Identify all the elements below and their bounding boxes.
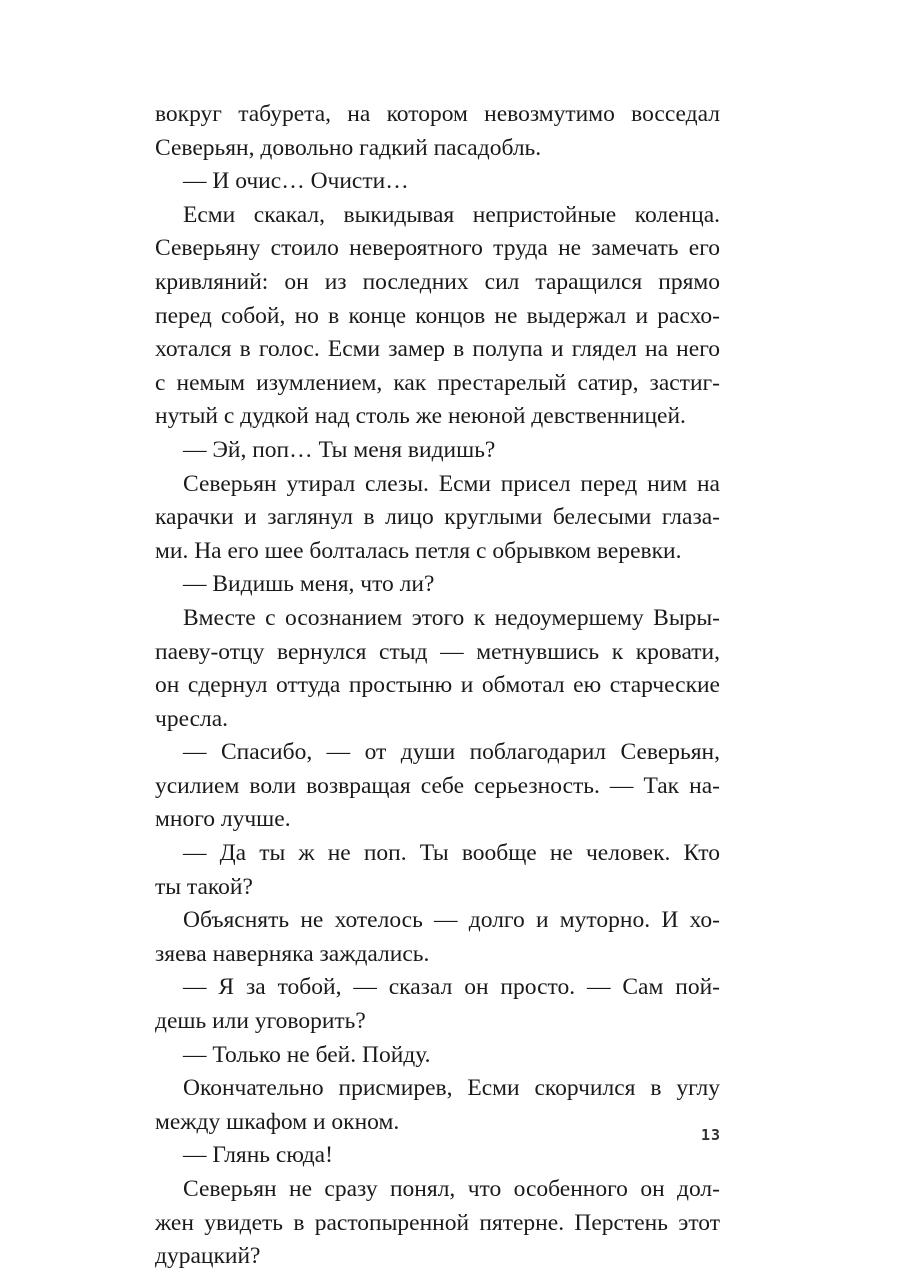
text-line: зяева наверняка заждались. [155, 940, 430, 967]
text-line: — Только не бей. Пойду. [183, 1041, 431, 1068]
text-line: — Видишь меня, что ли? [183, 571, 435, 598]
text-line: хотался в голос. Есми замер в полупа и глядел на него [155, 336, 720, 363]
text-line: перед собой, но в конце концов не выдержал и расхо- [155, 302, 720, 329]
text-line: паеву-отцу вернулся стыд — метнувшись к кровати, [155, 638, 720, 665]
text-line: много лучше. [155, 806, 291, 833]
text-line: усилием воли возвращая себе серьезность. — Так на- [155, 772, 720, 799]
text-line: Есми скакал, выкидывая непристойные коленца. [183, 201, 720, 228]
text-line: — Глянь сюда! [183, 1142, 333, 1169]
text-line: между шкафом и окном. [155, 1108, 400, 1135]
text-line: дурацкий? [155, 1243, 261, 1270]
text-line: карачки и заглянул в лицо круглыми белесыми глаза- [155, 504, 720, 531]
text-line: — Спасибо, — от души поблагодарил Северьян, [183, 739, 720, 766]
page-number: 13 [701, 1126, 722, 1144]
text-line: Северьяну стоило невероятного труда не замечать его [155, 235, 720, 262]
text-line: ты такой? [155, 873, 253, 900]
text-line: — Я за тобой, — сказал он просто. — Сам пой- [183, 974, 720, 1001]
text-line: Вместе с осознанием этого к недоумершему Выры- [183, 604, 720, 631]
text-line: кривляний: он из последних сил таращился прямо [155, 268, 720, 295]
text-line: Объяснять не хотелось — долго и муторно. И хо- [183, 907, 720, 934]
text-line: жен увидеть в растопыренной пятерне. Перстень этот [155, 1209, 720, 1236]
text-line: с немым изумлением, как престарелый сатир, застиг- [155, 369, 720, 396]
text-line: он сдернул оттуда простыню и обмотал ею старческие [155, 672, 720, 699]
body-text [155, 98, 720, 1274]
text-line: ми. На его шее болталась петля с обрывком веревки. [155, 537, 682, 564]
text-line: нутый с дудкой над столь же неюной девственницей. [155, 403, 686, 430]
text-line: вокруг табурета, на котором невозмутимо восседал [155, 101, 720, 127]
text-line: чресла. [155, 705, 229, 732]
text-line: Северьян не сразу понял, что особенного он дол- [183, 1176, 720, 1202]
text-line: Северьян утирал слезы. Есми присел перед ним на [183, 470, 720, 497]
text-line: — И очис… Очисти… [183, 168, 409, 195]
text-line: — Эй, поп… Ты меня видишь? [183, 436, 496, 463]
text-line: Северьян, довольно гадкий пасадобль. [155, 134, 542, 161]
text-line: Окончательно присмирев, Есми скорчился в углу [183, 1075, 720, 1102]
text-line: — Да ты ж не поп. Ты вообще не человек. Кто [183, 840, 720, 867]
text-line: дешь или уговорить? [155, 1008, 366, 1035]
